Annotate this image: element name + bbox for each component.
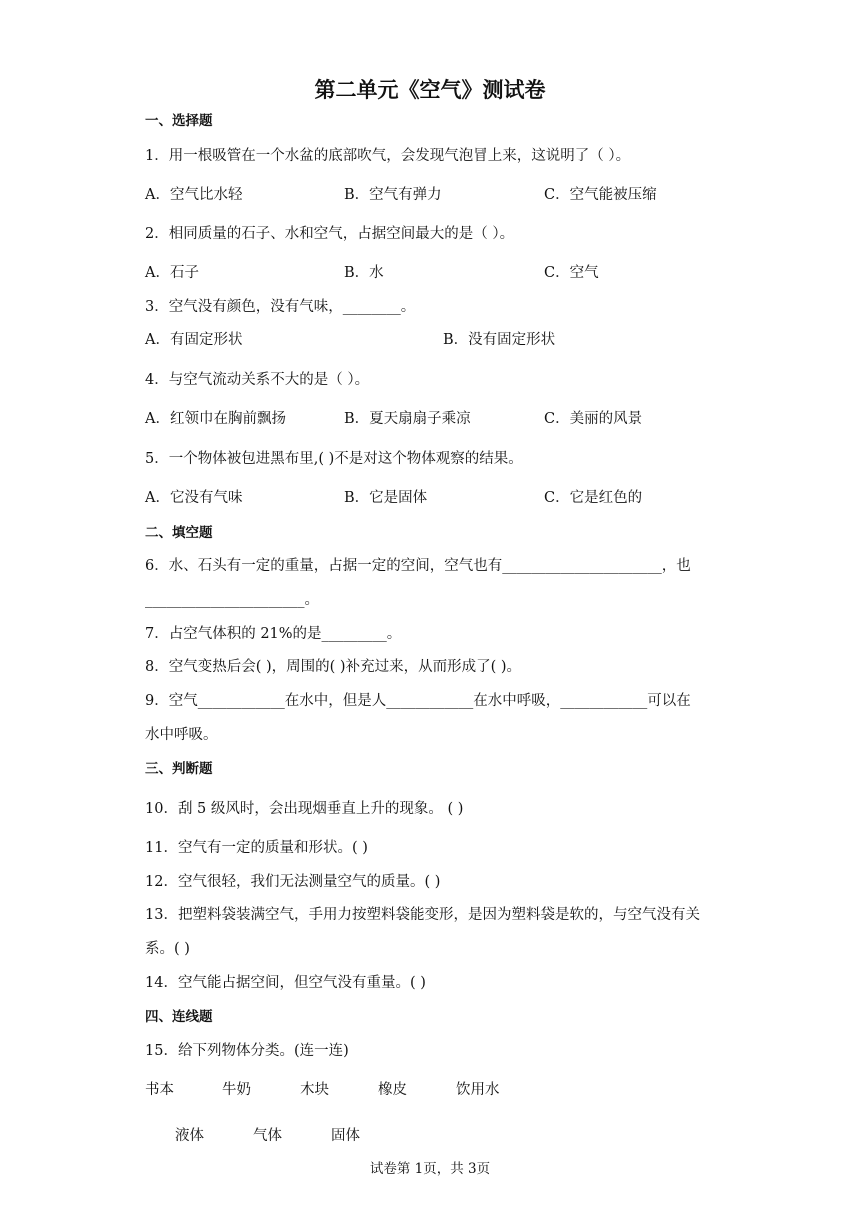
object-wood-block: 木块: [300, 1082, 329, 1098]
state-liquid: 液体: [175, 1128, 204, 1144]
question-15-stem: 15．给下列物体分类。(连一连): [145, 1043, 349, 1059]
question-2-stem: 2．相同质量的石子、水和空气，占据空间最大的是（ ）。: [145, 226, 515, 242]
page-footer: 试卷第 1页，共 3页: [369, 1161, 491, 1177]
object-drinking-water: 饮用水: [456, 1082, 500, 1098]
question-3-option-a: A．有固定形状: [145, 332, 243, 348]
question-11: 11．空气有一定的质量和形状。( ): [145, 840, 368, 856]
question-4-stem: 4．与空气流动关系不大的是（ ）。: [145, 372, 370, 388]
question-3-stem: 3．空气没有颜色，没有气味，________。: [145, 299, 416, 315]
question-5-option-c: C．它是红色的: [544, 490, 643, 506]
question-1-option-c: C．空气能被压缩: [544, 187, 657, 203]
question-2-option-a: A．石子: [145, 265, 199, 281]
question-4-option-a: A．红领巾在胸前飘扬: [145, 411, 286, 427]
question-1-option-a: A．空气比水轻: [145, 187, 243, 203]
object-eraser: 橡皮: [378, 1082, 407, 1098]
object-book: 书本: [145, 1082, 174, 1098]
object-milk: 牛奶: [222, 1082, 251, 1098]
question-8: 8．空气变热后会( )，周围的( )补充过来，从而形成了( )。: [145, 659, 521, 675]
section-heading-match: 四、连线题: [145, 1009, 213, 1025]
section-heading-fill: 二、填空题: [145, 525, 213, 541]
question-4-option-b: B．夏天扇扇子乘凉: [344, 411, 471, 427]
question-1-option-b: B．空气有弹力: [344, 187, 442, 203]
question-9-line-2: 水中呼吸。: [145, 727, 218, 743]
question-9-line-1: 9．空气____________在水中，但是人____________在水中呼吸，____________可以在: [145, 693, 691, 709]
page-title: 第二单元《空气》测试卷: [314, 78, 546, 102]
question-2-option-b: B．水: [344, 265, 384, 281]
question-10: 10．刮 5 级风时，会出现烟垂直上升的现象。 ( ): [145, 801, 464, 817]
question-6-line-2: ______________________。: [145, 592, 319, 608]
question-12: 12．空气很轻，我们无法测量空气的质量。( ): [145, 874, 441, 890]
state-gas: 气体: [253, 1128, 282, 1144]
question-4-option-c: C．美丽的风景: [544, 411, 643, 427]
question-6-line-1: 6．水、石头有一定的重量，占据一定的空间，空气也有______________________，也: [145, 558, 691, 574]
question-7: 7．占空气体积的 21%的是_________。: [145, 626, 402, 642]
question-5-option-b: B．它是固体: [344, 490, 428, 506]
section-heading-choice: 一、选择题: [145, 113, 213, 129]
question-5-option-a: A．它没有气味: [145, 490, 243, 506]
question-14: 14．空气能占据空间，但空气没有重量。( ): [145, 975, 426, 991]
section-heading-judge: 三、判断题: [145, 761, 213, 777]
state-solid: 固体: [331, 1128, 360, 1144]
question-1-stem: 1．用一根吸管在一个水盆的底部吹气，会发现气泡冒上来，这说明了（ ）。: [145, 148, 631, 164]
question-5-stem: 5．一个物体被包进黑布里,( )不是对这个物体观察的结果。: [145, 451, 523, 467]
question-3-option-b: B．没有固定形状: [443, 332, 556, 348]
question-13-line-1: 13．把塑料袋装满空气，手用力按塑料袋能变形，是因为塑料袋是软的，与空气没有关: [145, 907, 700, 923]
question-13-line-2: 系。( ): [145, 941, 190, 957]
question-2-option-c: C．空气: [544, 265, 599, 281]
